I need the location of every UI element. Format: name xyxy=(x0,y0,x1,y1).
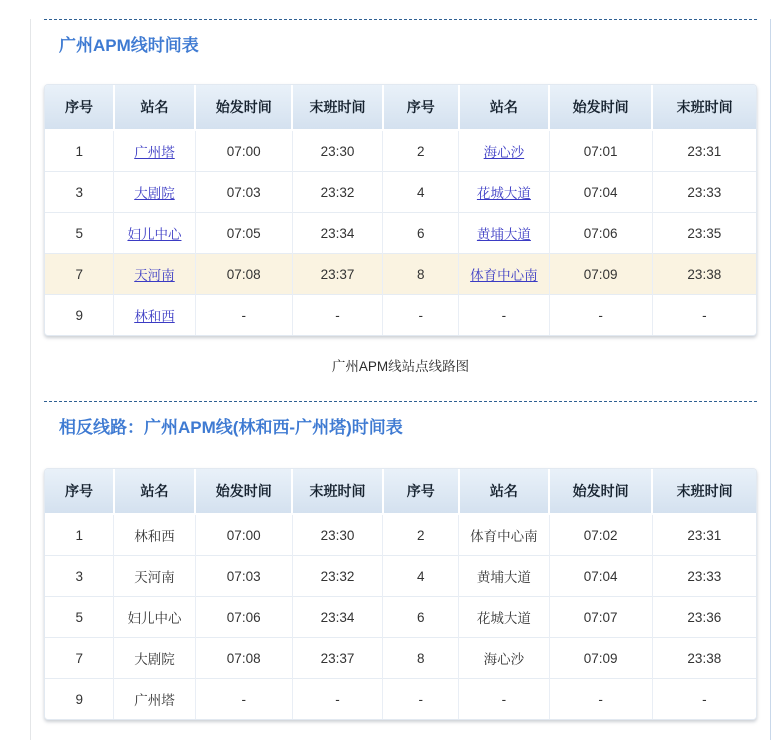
first-train-cell: 07:02 xyxy=(549,514,652,556)
table-row xyxy=(45,556,756,597)
seq-cell: 8 xyxy=(383,254,459,295)
last-train-cell: 23:38 xyxy=(652,254,756,295)
first-train-cell: 07:06 xyxy=(549,213,652,254)
station-link[interactable]: 体育中心南 xyxy=(470,268,538,283)
first-train-cell: 07:03 xyxy=(195,556,292,597)
station-cell xyxy=(114,295,195,336)
first-train-cell: 07:05 xyxy=(195,213,292,254)
seq-cell: 3 xyxy=(45,172,114,213)
last-train-cell: 23:30 xyxy=(292,130,382,172)
section-divider-middle xyxy=(44,401,757,402)
column-header: 末班时间 xyxy=(292,85,382,130)
station-link[interactable]: 黄埔大道 xyxy=(476,227,531,242)
seq-cell: 2 xyxy=(383,514,459,556)
header-row xyxy=(45,85,756,130)
table-row xyxy=(45,295,756,336)
table-row xyxy=(45,638,756,679)
last-train-cell: 23:36 xyxy=(652,597,756,638)
table-row xyxy=(45,514,756,556)
last-train-cell: 23:34 xyxy=(292,597,382,638)
seq-cell: 7 xyxy=(45,254,114,295)
first-train-cell: 07:03 xyxy=(195,172,292,213)
first-train-cell: 07:09 xyxy=(549,254,652,295)
column-header: 站名 xyxy=(459,469,549,514)
first-train-cell: 07:04 xyxy=(549,556,652,597)
seq-cell: 9 xyxy=(45,295,114,336)
first-train-cell: 07:00 xyxy=(195,514,292,556)
content-column xyxy=(30,19,771,740)
column-header: 站名 xyxy=(114,469,195,514)
table-row xyxy=(45,213,756,254)
last-train-cell: 23:31 xyxy=(652,130,756,172)
station-cell: 广州塔 xyxy=(114,679,195,720)
station-cell xyxy=(114,172,195,213)
column-header: 序号 xyxy=(383,469,459,514)
station-cell: 大剧院 xyxy=(114,638,195,679)
seq-cell: 3 xyxy=(45,556,114,597)
column-header: 末班时间 xyxy=(652,469,756,514)
column-header: 始发时间 xyxy=(549,469,652,514)
station-cell xyxy=(114,130,195,172)
station-link[interactable]: 花城大道 xyxy=(476,186,531,201)
seq-cell: 5 xyxy=(45,597,114,638)
table-row xyxy=(45,679,756,720)
table-row xyxy=(45,172,756,213)
first-train-cell: 07:07 xyxy=(549,597,652,638)
first-train-cell: - xyxy=(195,679,292,720)
seq-cell: - xyxy=(383,295,459,336)
last-train-cell: - xyxy=(652,679,756,720)
station-cell xyxy=(114,254,195,295)
last-train-cell: 23:34 xyxy=(292,213,382,254)
column-header: 末班时间 xyxy=(292,469,382,514)
last-train-cell: 23:31 xyxy=(652,514,756,556)
route-map-caption: 广州APM线站点线路图 xyxy=(331,359,470,374)
last-train-cell: - xyxy=(652,295,756,336)
apm-timetable-wrap xyxy=(44,84,757,336)
station-link[interactable]: 天河南 xyxy=(134,268,175,283)
column-header: 始发时间 xyxy=(195,85,292,130)
station-link[interactable]: 大剧院 xyxy=(134,186,175,201)
station-cell: 林和西 xyxy=(114,514,195,556)
station-cell: - xyxy=(459,295,549,336)
station-link[interactable]: 妇儿中心 xyxy=(127,227,182,242)
station-cell xyxy=(459,254,549,295)
section-title-apm: 广州APM线时间表 xyxy=(59,36,199,55)
seq-cell: 8 xyxy=(383,638,459,679)
station-cell: 黄埔大道 xyxy=(459,556,549,597)
first-train-cell: 07:01 xyxy=(549,130,652,172)
seq-cell: - xyxy=(383,679,459,720)
station-link[interactable]: 广州塔 xyxy=(134,145,175,160)
last-train-cell: 23:30 xyxy=(292,514,382,556)
last-train-cell: 23:33 xyxy=(652,556,756,597)
column-header: 序号 xyxy=(383,85,459,130)
station-cell: 海心沙 xyxy=(459,638,549,679)
last-train-cell: 23:33 xyxy=(652,172,756,213)
apm-timetable xyxy=(45,85,756,335)
reverse-timetable xyxy=(45,469,756,719)
station-cell: - xyxy=(459,679,549,720)
column-header: 始发时间 xyxy=(549,85,652,130)
seq-cell: 9 xyxy=(45,679,114,720)
station-cell: 花城大道 xyxy=(459,597,549,638)
station-cell xyxy=(459,213,549,254)
last-train-cell: 23:37 xyxy=(292,254,382,295)
seq-cell: 4 xyxy=(383,556,459,597)
station-link[interactable]: 林和西 xyxy=(134,309,175,324)
seq-cell: 2 xyxy=(383,130,459,172)
table-row xyxy=(45,130,756,172)
reverse-timetable-wrap xyxy=(44,468,757,720)
station-cell xyxy=(459,130,549,172)
last-train-cell: - xyxy=(292,295,382,336)
last-train-cell: 23:38 xyxy=(652,638,756,679)
table-row xyxy=(45,254,756,295)
first-train-cell: 07:06 xyxy=(195,597,292,638)
column-header: 站名 xyxy=(459,85,549,130)
first-train-cell: - xyxy=(195,295,292,336)
first-train-cell: - xyxy=(549,679,652,720)
column-header: 站名 xyxy=(114,85,195,130)
table-row xyxy=(45,597,756,638)
station-cell: 天河南 xyxy=(114,556,195,597)
column-header: 序号 xyxy=(45,469,114,514)
first-train-cell: 07:00 xyxy=(195,130,292,172)
seq-cell: 7 xyxy=(45,638,114,679)
column-header: 始发时间 xyxy=(195,469,292,514)
section-title-reverse: 相反线路：广州APM线(林和西-广州塔)时间表 xyxy=(59,418,403,437)
first-train-cell: 07:04 xyxy=(549,172,652,213)
seq-cell: 4 xyxy=(383,172,459,213)
section-divider-top xyxy=(44,19,757,20)
seq-cell: 1 xyxy=(45,514,114,556)
station-cell: 妇儿中心 xyxy=(114,597,195,638)
first-train-cell: - xyxy=(549,295,652,336)
seq-cell: 1 xyxy=(45,130,114,172)
column-header: 末班时间 xyxy=(652,85,756,130)
first-train-cell: 07:08 xyxy=(195,638,292,679)
last-train-cell: - xyxy=(292,679,382,720)
first-train-cell: 07:08 xyxy=(195,254,292,295)
station-link[interactable]: 海心沙 xyxy=(483,145,525,160)
seq-cell: 6 xyxy=(383,213,459,254)
station-cell xyxy=(114,213,195,254)
seq-cell: 6 xyxy=(383,597,459,638)
station-cell: 体育中心南 xyxy=(459,514,549,556)
last-train-cell: 23:32 xyxy=(292,556,382,597)
last-train-cell: 23:32 xyxy=(292,172,382,213)
seq-cell: 5 xyxy=(45,213,114,254)
last-train-cell: 23:37 xyxy=(292,638,382,679)
column-header: 序号 xyxy=(45,85,114,130)
header-row xyxy=(45,469,756,514)
station-cell xyxy=(459,172,549,213)
first-train-cell: 07:09 xyxy=(549,638,652,679)
last-train-cell: 23:35 xyxy=(652,213,756,254)
